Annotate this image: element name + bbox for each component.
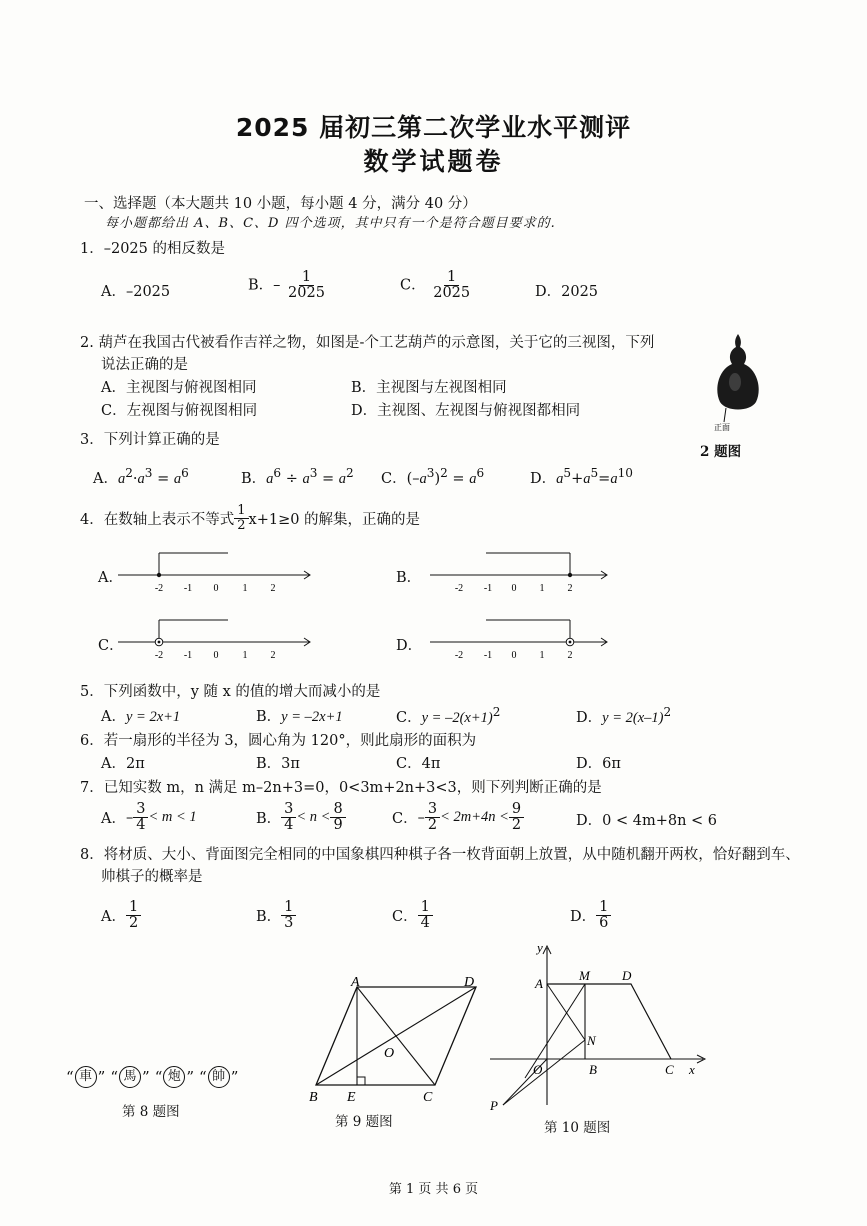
q5-b-label: B． [256,709,282,725]
chess-piece: 車 [75,1066,97,1088]
q7-a-pre: – [125,809,134,826]
q2-option-b: B．主视图与左视图相同 [351,380,507,396]
q8-d-den: 6 [599,915,609,932]
point-label: D [622,968,632,983]
point-label: E [347,1090,356,1105]
q5-option-a [101,705,180,726]
q4-option-b-label: B． [396,570,422,586]
q5-stem: 5．下列函数中，y 随 x 的值的增大而减小的是 [80,684,381,700]
point-label: C [665,1062,674,1077]
q7-option-b [256,802,346,833]
q1-option-c [400,270,473,301]
q7-stem: 7．已知实数 m，n 满足 m–2n+3=0，0<3m+2n+3<3，则下列判断正确的是 [80,780,602,796]
tick-label: -2 [154,583,164,594]
q5-c-exp: 2 [492,705,501,719]
q2-figure-caption: 2 题图 [700,444,742,460]
tick-label: 2 [567,583,573,594]
point-label: O [384,1046,395,1061]
q7-a-post: < m < 1 [148,809,197,826]
point-label: P [490,1098,498,1113]
q7-c-pre: – [417,809,425,826]
point-label: N [587,1033,596,1048]
q4-numberline-d [422,612,617,662]
q7-option-c [392,802,524,833]
q5-option-c [396,705,500,727]
q6-option-d: D．6π [576,756,621,772]
q8-d-label: D． [570,909,597,926]
point-label: B [589,1062,597,1077]
q10-figure-caption: 第 10 题图 [544,1120,611,1136]
q1-option-d: D．2025 [535,284,599,300]
tick-label: 0 [511,650,517,661]
figure-10-coordinate [485,940,710,1115]
q1-c-num: 1 [444,270,459,286]
q1-b-sign: – [273,277,281,294]
tick-label: -1 [483,583,493,594]
q8-a-num: 1 [126,900,141,916]
axis-label: y [537,940,543,955]
q8-b-label: B． [256,909,282,926]
exam-subtitle: 数学试题卷 [363,147,504,176]
q6-stem: 6．若一扇形的半径为 3，圆心角为 120°，则此扇形的面积为 [80,733,477,749]
chess-piece: 帥 [208,1066,230,1088]
q8-c-label: C． [392,909,418,926]
q7-c-label: C． [392,811,418,828]
q7-b-num1: 3 [281,802,296,818]
figure-9-parallelogram [300,975,490,1110]
gourd-front-label: 正面 [714,423,730,432]
q1-option-a: A．–2025 [101,284,171,300]
gourd-arrow [724,408,726,422]
q4-option-d-label: D． [396,638,423,654]
q2-option-c: C．左视图与俯视图相同 [101,403,258,419]
trapezoid-side-ad-dc [547,984,671,1059]
q8-d-num: 1 [596,900,611,916]
q8-option-a [101,900,141,931]
tick-label: 0 [213,650,219,661]
solid-dot [157,573,161,577]
q9-figure-caption: 第 9 题图 [335,1114,393,1130]
q4-frac-den: 2 [237,517,246,533]
tick-label: -2 [154,650,164,661]
chess-piece: 炮 [163,1066,185,1088]
q4-numberline-a [110,545,320,595]
q2-option-a: A．主视图与俯视图相同 [101,380,257,396]
q6-option-b: B．3π [256,756,300,772]
tick-label: 1 [242,650,248,661]
q5-d-expr: y = 2(x–1) [602,709,664,726]
tick-label: -1 [183,583,193,594]
q3-option-c: C．$(-a^3)^2 = a^6$ [381,466,485,487]
q7-c-num1: 3 [425,802,440,818]
tick-label: 2 [270,583,276,594]
right-angle-mark [357,1077,365,1085]
q2-option-d: D．主视图、左视图与俯视图都相同 [351,403,581,419]
q8-option-d [570,900,611,931]
q8-option-b [256,900,296,931]
q3-stem: 3．下列计算正确的是 [80,432,220,448]
q7-option-d: D．0 < 4m+8n < 6 [576,813,717,829]
section-instruction: 每小题都给出 A、B、C、D 四个选项，其中只有一个是符合题目要求的. [105,216,556,231]
q7-b-den1: 4 [284,817,294,834]
q8-b-num: 1 [281,900,296,916]
q4-stem [80,504,420,532]
q5-a-expr: y = 2x+1 [125,709,181,725]
q8-figure-caption: 第 8 题图 [122,1104,180,1120]
q7-a-num: 3 [133,802,148,818]
q8-a-label: A． [101,909,126,926]
q7-b-mid: < n < [296,809,331,826]
axis-label: x [689,1062,695,1077]
q7-c-num2: 9 [509,802,524,818]
tick-label: 2 [567,650,573,661]
q5-b-expr: y = –2x+1 [281,709,343,725]
gourd-body [717,334,758,410]
q5-d-exp: 2 [663,705,672,719]
point-label: A [351,975,360,990]
point-label: M [579,968,590,983]
q3-d-label: D． [530,470,557,487]
open-dot-center [158,641,161,644]
q7-c-mid: < 2m+4n < [440,809,509,826]
point-label: C [423,1090,433,1105]
q4-numberline-b [422,545,617,595]
tick-label: -2 [454,650,464,661]
tick-label: 0 [511,583,517,594]
page-footer: 第 1 页 共 6 页 [388,1182,479,1197]
segment-np [503,1040,585,1105]
tick-label: -1 [183,650,193,661]
q2-stem-line2: 说法正确的是 [101,357,188,373]
q7-b-label: B． [256,811,282,828]
q6-option-a: A．2π [101,756,145,772]
tick-label: 2 [270,650,276,661]
point-label: D [464,975,475,990]
q8-b-den: 3 [284,915,294,932]
q5-option-b [256,705,343,726]
q5-a-label: A． [101,709,126,725]
open-dot-center [569,641,572,644]
q5-d-label: D． [576,709,603,726]
q8-c-num: 1 [418,900,433,916]
q7-b-den2: 9 [333,817,343,834]
q4-option-c-label: C． [98,638,124,654]
q5-option-d [576,705,671,727]
q1-b-label: B． [248,277,274,294]
q7-c-den1: 2 [427,817,438,834]
q8-a-den: 2 [128,915,139,932]
q7-b-num2: 8 [330,802,345,818]
q1-stem: 1．–2025 的相反数是 [80,241,225,257]
gourd-figure [708,330,768,440]
q5-c-label: C． [396,709,422,726]
q1-c-label: C． [400,277,426,294]
q1-b-den: 2025 [288,285,325,302]
q8-option-c [392,900,433,931]
tick-label: 0 [213,583,219,594]
point-label: A [535,976,543,991]
tick-label: 1 [539,583,545,594]
q5-c-expr: y = –2(x+1) [421,709,493,726]
q2-stem-line1: 2. 葫芦在我国古代被看作吉祥之物，如图是-个工艺葫芦的示意图，关于它的三视图，下列 [80,335,655,351]
chess-piece: 馬 [119,1066,141,1088]
tick-label: -1 [483,650,493,661]
q4-stem-pre: 4．在数轴上表示不等式 [80,511,235,528]
q3-option-a: A．$a^2\cdot a^3 = a^6$ [93,466,189,487]
q8-stem-line1: 8．将材质、大小、背面图完全相同的中国象棋四种棋子各一枚背面朝上放置，从中随机翻开两枚，恰好翻到车、 [80,847,800,863]
q7-option-a [101,802,197,833]
gourd-highlight [729,373,741,391]
section-heading: 一、选择题（本大题共 10 小题，每小题 4 分，满分 40 分） [84,196,477,212]
point-label: B [309,1090,318,1105]
q4-option-a-label: A． [98,570,123,586]
q8-stem-line2: 帅棋子的概率是 [101,869,203,885]
q7-a-label: A． [101,811,126,828]
solid-dot [568,573,572,577]
chess-pieces-figure: “ 車 ” “ 馬 ” “ 炮 ” “ 帥 ” [66,1068,239,1086]
tick-label: 1 [539,650,545,661]
q4-stem-post: x+1≥0 的解集，正确的是 [248,511,421,528]
q4-frac-num: 1 [234,504,248,519]
q3-b-label: B． [241,470,267,487]
q3-a-label: A． [93,470,118,487]
q4-numberline-c [110,612,320,662]
point-label: O [533,1062,543,1077]
q1-c-den: 2025 [433,285,471,302]
q7-a-den: 4 [136,817,146,834]
q1-option-b [248,270,328,301]
exam-title: 2025 届初三第二次学业水平测评 [235,113,632,142]
q6-option-c: C．4π [396,756,441,772]
q1-b-num: 1 [299,270,314,286]
diagonal-bd [316,987,476,1085]
q8-c-den: 4 [420,915,430,932]
tick-label: -2 [454,583,464,594]
q3-option-b: B．$a^6 \div a^3 = a^2$ [241,466,354,487]
q7-c-den2: 2 [511,817,522,834]
q3-c-label: C． [381,470,407,487]
tick-label: 1 [242,583,248,594]
q3-option-d: D．$a^5+a^5=a^{10}$ [530,466,633,487]
